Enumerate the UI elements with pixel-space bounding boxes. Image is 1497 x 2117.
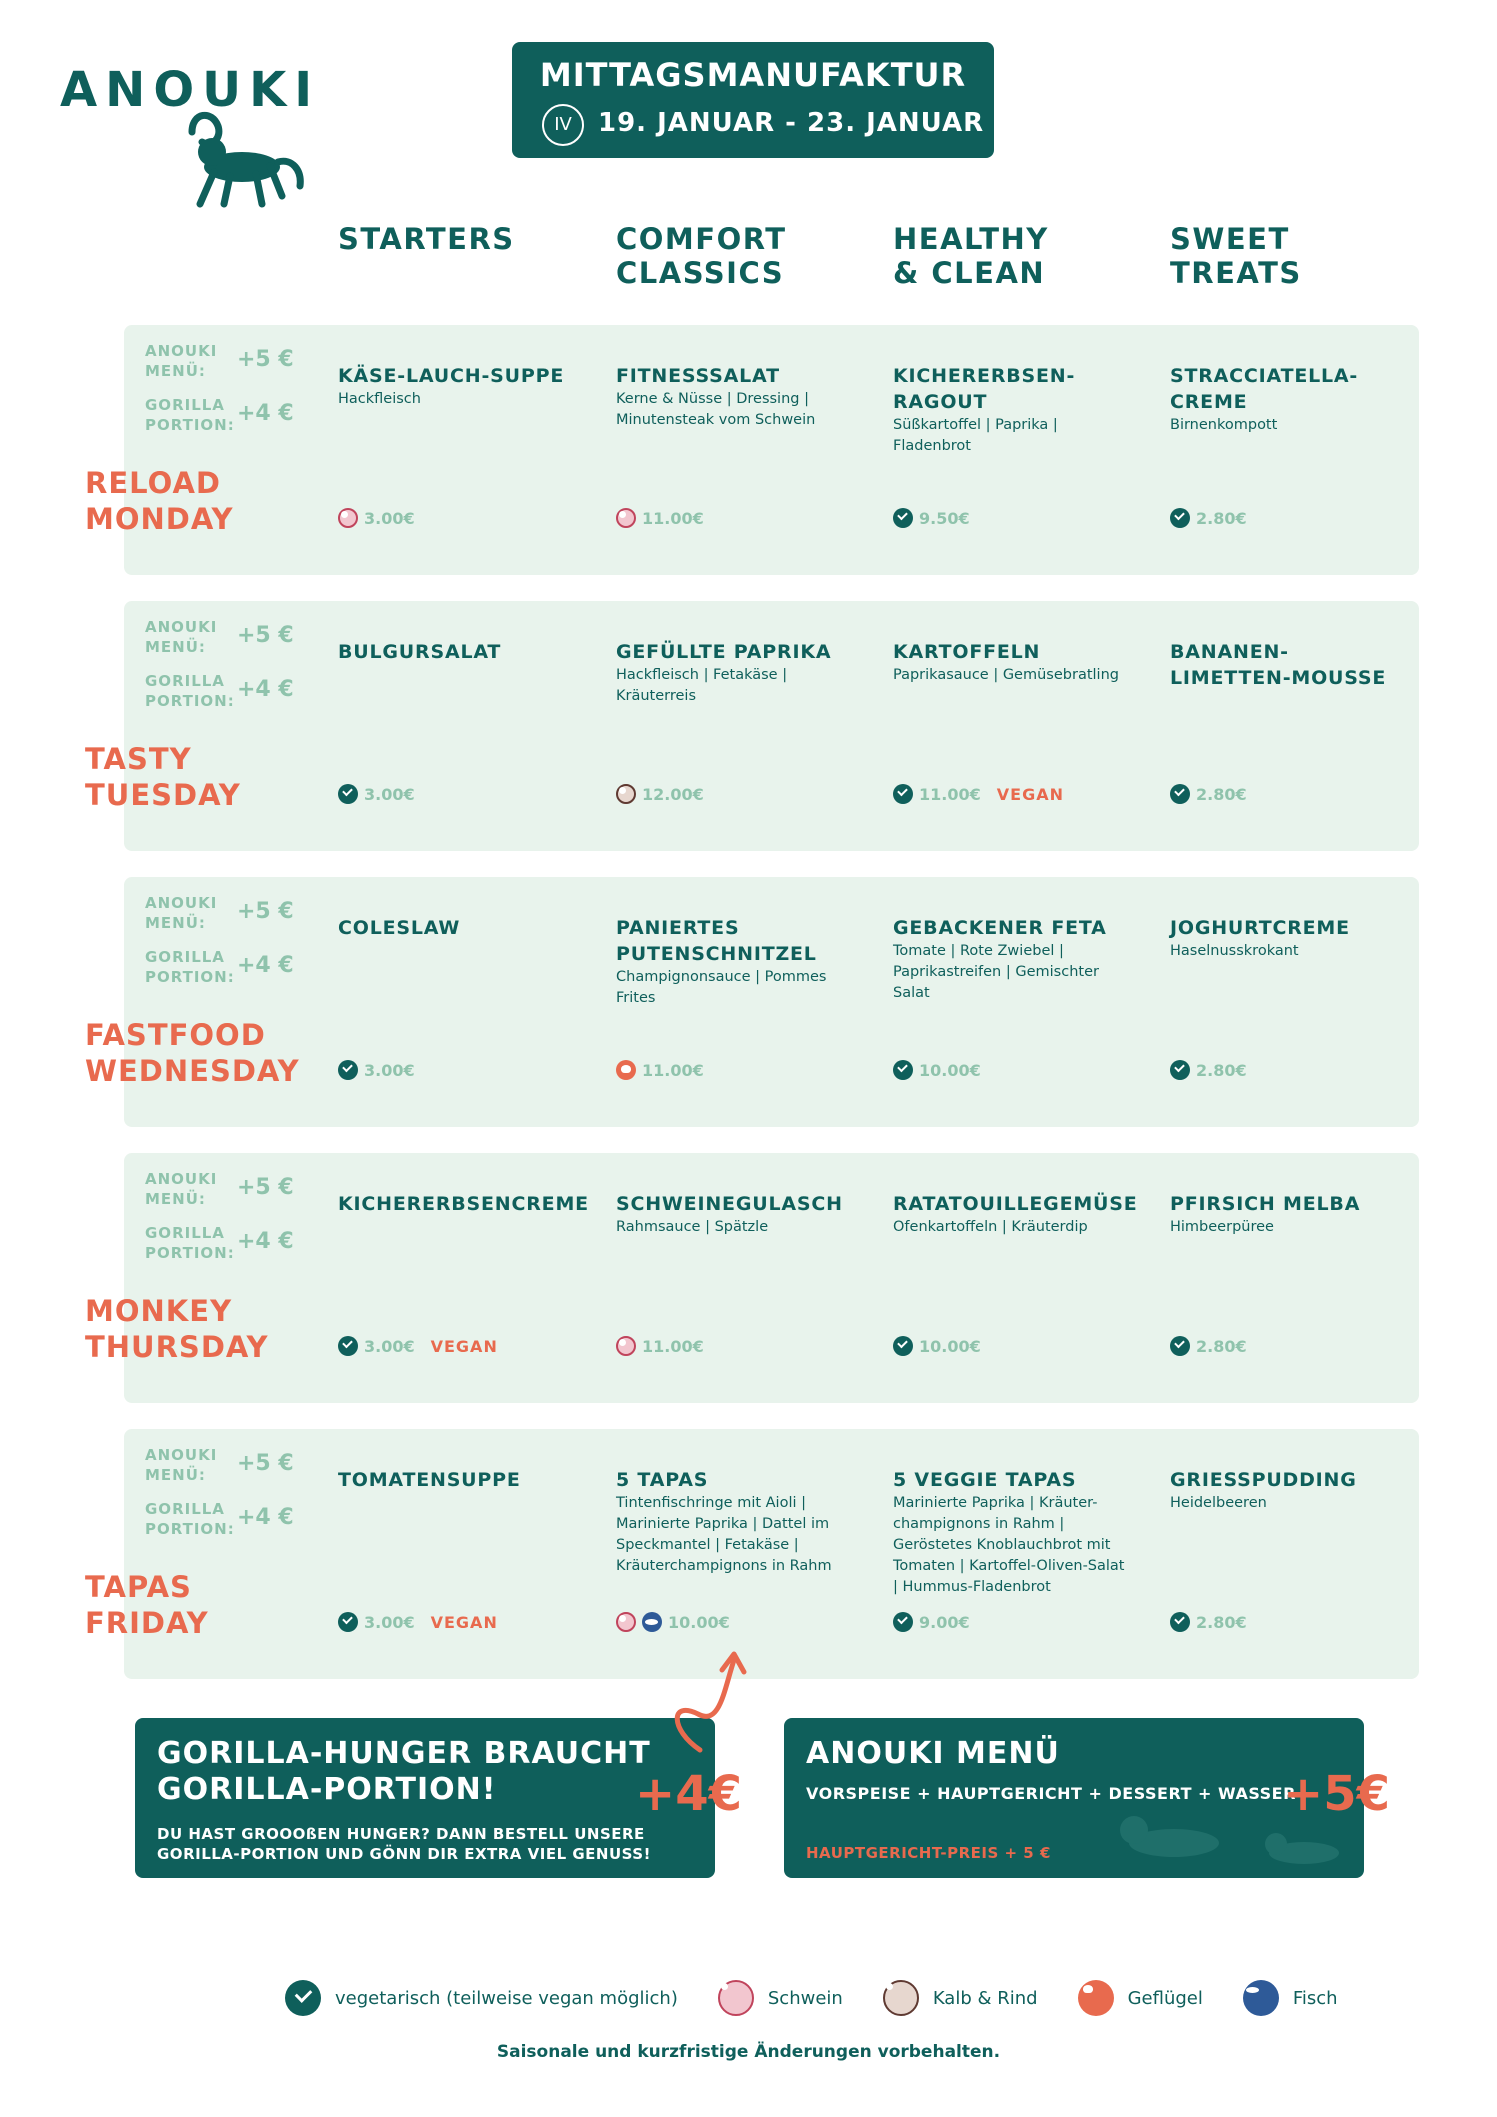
menu-addon	[145, 617, 295, 656]
dish-price: 10.00€	[919, 1336, 981, 1356]
column-header-comfort-classics: COMFORT CLASSICS	[616, 222, 787, 290]
menu-addon-price: +5 €	[237, 1175, 294, 1200]
day-name: RELOAD MONDAY	[85, 466, 234, 536]
footnote: Saisonale und kurzfristige Änderungen vorbehalten.	[496, 2042, 1001, 2062]
dish-name: PANIERTES PUTENSCHNITZEL	[616, 917, 817, 965]
vegetarian-icon	[338, 1336, 358, 1356]
price-row	[1170, 507, 1247, 529]
beef-icon	[616, 784, 636, 804]
dish-price: 10.00€	[668, 1612, 730, 1632]
menu-promo-subtitle: VORSPEISE + HAUPTGERICHT + DESSERT + WASSER	[806, 1784, 1296, 1803]
gorilla-portion-promo	[135, 1718, 715, 1878]
monkey-logo-icon	[152, 92, 312, 212]
price-row	[893, 783, 1064, 805]
pork-icon	[718, 1980, 754, 2016]
vegetarian-icon	[338, 1612, 358, 1632]
menu-addon-label: ANOUKI MENÜ:	[145, 342, 218, 380]
dish-price: 12.00€	[642, 784, 704, 804]
dish-description: Paprikasauce | Gemüsebratling	[893, 667, 1119, 683]
gorilla-addon-label: GORILLA PORTION:	[145, 672, 235, 710]
menu-addon-price: +5 €	[237, 899, 294, 924]
gorilla-addon-price: +4 €	[237, 1229, 294, 1254]
dish-card	[616, 915, 851, 1009]
vegetarian-icon	[893, 508, 913, 528]
vegetarian-icon	[893, 1060, 913, 1080]
vegetarian-icon	[338, 1060, 358, 1080]
gorilla-addon-price: +4 €	[237, 1505, 294, 1530]
column-header-starters: STARTERS	[338, 222, 515, 256]
dish-name: 5 TAPAS	[616, 1469, 709, 1491]
dish-description: Champignonsauce | Pommes Frites	[616, 969, 827, 1006]
price-row	[1170, 1611, 1247, 1633]
dish-price: 2.80€	[1196, 1060, 1247, 1080]
menu-addon	[145, 1169, 295, 1208]
dish-name: KICHERERBSENCREME	[338, 1193, 589, 1215]
menu-promo-title: ANOUKI MENÜ	[806, 1736, 1060, 1771]
dish-price: 9.00€	[919, 1612, 970, 1632]
dish-price: 11.00€	[919, 784, 981, 804]
dish-name: COLESLAW	[338, 917, 461, 939]
vegan-tag: VEGAN	[996, 784, 1064, 804]
dish-name: SCHWEINEGULASCH	[616, 1193, 843, 1215]
dish-name: BULGURSALAT	[338, 641, 502, 663]
gorilla-addon-label: GORILLA PORTION:	[145, 948, 235, 986]
price-row	[616, 1059, 704, 1081]
dish-card	[1170, 915, 1405, 962]
dish-price: 2.80€	[1196, 508, 1247, 528]
gorilla-addon-price: +4 €	[237, 401, 294, 426]
gorilla-promo-text: DU HAST GROOOßEN HUNGER? DANN BESTELL UNSERE GORILLA-PORTION UND GÖNN DIR EXTRA VIEL GENUSS!	[157, 1825, 651, 1863]
column-header-sweet-treats: SWEET TREATS	[1170, 222, 1302, 290]
vegetarian-icon	[285, 1980, 321, 2016]
day-name: FASTFOOD WEDNESDAY	[85, 1018, 300, 1088]
price-row	[338, 507, 415, 529]
menu-promo-price: +5€	[1283, 1766, 1391, 1822]
price-row	[893, 1611, 970, 1633]
dish-name: STRACCIATELLA- CREME	[1170, 365, 1359, 413]
vegetarian-icon	[1170, 1060, 1190, 1080]
dish-description: Himbeerpüree	[1170, 1219, 1274, 1235]
dish-card	[1170, 1191, 1405, 1238]
vegetarian-icon	[1170, 1612, 1190, 1632]
legend-label: Schwein	[767, 1987, 843, 2009]
header-dates: 19. JANUAR - 23. JANUAR	[598, 108, 985, 138]
legend-label: Fisch	[1292, 1987, 1338, 2009]
gorilla-addon-label: GORILLA PORTION:	[145, 1500, 235, 1538]
dish-card	[893, 1467, 1128, 1598]
legend-item	[1243, 1980, 1338, 2016]
menu-addon-price: +5 €	[237, 1451, 294, 1476]
gorilla-addon	[145, 947, 295, 986]
dish-card	[338, 639, 573, 665]
price-row	[338, 783, 415, 805]
dish-name: RATATOUILLEGEMÜSE	[893, 1193, 1138, 1215]
dish-name: KICHERERBSEN- RAGOUT	[893, 365, 1076, 413]
dish-price: 9.50€	[919, 508, 970, 528]
menu-addon-label: ANOUKI MENÜ:	[145, 894, 218, 932]
vegetarian-icon	[1170, 1336, 1190, 1356]
menu-addon-label: ANOUKI MENÜ:	[145, 1170, 218, 1208]
price-row	[893, 1059, 981, 1081]
dish-name: 5 VEGGIE TAPAS	[893, 1469, 1077, 1491]
dish-card	[616, 1191, 851, 1238]
dish-card	[1170, 1467, 1405, 1514]
dish-description: Ofenkartoffeln | Kräuterdip	[893, 1219, 1088, 1235]
vegetarian-icon	[893, 1336, 913, 1356]
dish-description: Rahmsauce | Spätzle	[616, 1219, 769, 1235]
dish-card	[338, 915, 573, 941]
menu-addon-price: +5 €	[237, 623, 294, 648]
vegetarian-icon	[338, 784, 358, 804]
dish-name: GEBACKENER FETA	[893, 917, 1107, 939]
gorilla-addon	[145, 1499, 295, 1538]
dish-card	[616, 363, 851, 431]
legend-item	[285, 1980, 678, 2016]
dish-description: Marinierte Paprika | Kräuter-champignons in Rahm | Geröstetes Knoblauchbrot mit Tomaten | Kartoffel-Oliven-Salat | Hummus-Fladenbrot	[893, 1495, 1125, 1595]
dish-price: 3.00€	[364, 1336, 415, 1356]
price-row	[338, 1611, 498, 1633]
vegetarian-icon	[893, 784, 913, 804]
menu-addon	[145, 893, 295, 932]
dish-name: JOGHURTCREME	[1170, 917, 1350, 939]
menu-addon-price: +5 €	[237, 347, 294, 372]
vegetarian-icon	[893, 1612, 913, 1632]
vegan-tag: VEGAN	[430, 1336, 498, 1356]
dish-name: GEFÜLLTE PAPRIKA	[616, 641, 832, 663]
dish-description: Hackfleisch	[338, 391, 421, 407]
vegetarian-icon	[1170, 784, 1190, 804]
dish-card	[338, 1191, 589, 1217]
dish-price: 11.00€	[642, 1336, 704, 1356]
dish-name: GRIESSPUDDING	[1170, 1469, 1357, 1491]
day-name: MONKEY THURSDAY	[85, 1294, 269, 1364]
beef-icon	[883, 1980, 919, 2016]
price-row	[616, 783, 704, 805]
dish-name: TOMATENSUPPE	[338, 1469, 521, 1491]
legend-item	[718, 1980, 843, 2016]
week-header	[512, 42, 994, 158]
dish-description: Heidelbeeren	[1170, 1495, 1267, 1511]
gorilla-promo-price: +4€	[635, 1766, 743, 1822]
vegetarian-icon	[1170, 508, 1190, 528]
price-row	[1170, 1059, 1247, 1081]
dish-description: Kerne & Nüsse | Dressing | Minutensteak vom Schwein	[616, 391, 816, 428]
dish-price: 2.80€	[1196, 784, 1247, 804]
pork-icon	[616, 508, 636, 528]
dish-name: FITNESSSALAT	[616, 365, 780, 387]
dish-name: KÄSE-LAUCH-SUPPE	[338, 365, 565, 387]
gorilla-addon	[145, 1223, 295, 1262]
dish-card	[338, 1467, 573, 1493]
fish-icon	[642, 1612, 662, 1632]
dish-price: 3.00€	[364, 1612, 415, 1632]
poultry-icon	[616, 1060, 636, 1080]
price-row	[616, 1611, 730, 1633]
dish-price: 3.00€	[364, 1060, 415, 1080]
price-row	[616, 1335, 704, 1357]
dish-card	[338, 363, 573, 410]
anouki-menu-promo	[784, 1718, 1364, 1878]
dish-card	[1170, 363, 1405, 436]
price-row	[616, 507, 704, 529]
arrow-icon	[650, 1640, 760, 1760]
dish-description: Haselnusskrokant	[1170, 943, 1299, 959]
menu-addon-label: ANOUKI MENÜ:	[145, 618, 218, 656]
gorilla-addon-label: GORILLA PORTION:	[145, 396, 235, 434]
dish-price: 3.00€	[364, 508, 415, 528]
fish-icon	[1243, 1980, 1279, 2016]
dish-description: Süßkartoffel | Paprika | Fladenbrot	[893, 417, 1058, 454]
dish-card	[893, 1191, 1138, 1238]
dish-card	[616, 639, 851, 707]
pork-icon	[616, 1336, 636, 1356]
dish-name: KARTOFFELN	[893, 641, 1041, 663]
legend-label: Geflügel	[1127, 1987, 1203, 2009]
legend-label: Kalb & Rind	[932, 1987, 1038, 2009]
dish-card	[616, 1467, 851, 1577]
menu-addon	[145, 1445, 295, 1484]
vegan-tag: VEGAN	[430, 1612, 498, 1632]
gorilla-promo-title: GORILLA-HUNGER BRAUCHT GORILLA-PORTION!	[157, 1736, 651, 1807]
price-row	[893, 1335, 981, 1357]
legend-item	[883, 1980, 1038, 2016]
dish-card	[1170, 639, 1405, 691]
price-row	[338, 1059, 415, 1081]
header-title: MITTAGSMANUFAKTUR	[539, 56, 967, 94]
dish-price: 2.80€	[1196, 1336, 1247, 1356]
column-header-healthy-clean: HEALTHY & CLEAN	[893, 222, 1049, 290]
day-name: TAPAS FRIDAY	[85, 1570, 209, 1640]
day-name: TASTY TUESDAY	[85, 742, 241, 812]
dish-description: Tintenfischringe mit Aioli | Marinierte Paprika | Dattel im Speckmantel | Fetakäse | Kräuterchampignons in Rahm	[616, 1495, 832, 1574]
dish-card	[893, 363, 1128, 457]
dish-price: 10.00€	[919, 1060, 981, 1080]
menu-promo-note: HAUPTGERICHT-PREIS + 5 €	[806, 1844, 1051, 1862]
dish-description: Birnenkompott	[1170, 417, 1278, 433]
gorilla-addon-label: GORILLA PORTION:	[145, 1224, 235, 1262]
pork-icon	[338, 508, 358, 528]
legend-label: vegetarisch (teilweise vegan möglich)	[335, 1987, 678, 2009]
poultry-icon	[1078, 1980, 1114, 2016]
dish-price: 2.80€	[1196, 1612, 1247, 1632]
dish-description: Tomate | Rote Zwiebel | Paprikastreifen | Gemischter Salat	[893, 943, 1099, 1001]
dish-name: PFIRSICH MELBA	[1170, 1193, 1361, 1215]
week-number-badge: IV	[542, 104, 584, 146]
legend	[285, 1980, 1378, 2016]
gorilla-addon-price: +4 €	[237, 677, 294, 702]
price-row	[338, 1335, 498, 1357]
menu-addon-label: ANOUKI MENÜ:	[145, 1446, 218, 1484]
dish-description: Hackfleisch | Fetakäse | Kräuterreis	[616, 667, 788, 704]
anouki-logo	[60, 62, 321, 202]
dish-price: 11.00€	[642, 1060, 704, 1080]
dish-card	[893, 915, 1128, 1004]
dish-card	[893, 639, 1128, 686]
price-row	[893, 507, 970, 529]
pork-icon	[616, 1612, 636, 1632]
dish-name: BANANEN- LIMETTEN-MOUSSE	[1170, 641, 1387, 689]
gorilla-addon	[145, 395, 295, 434]
gorilla-addon	[145, 671, 295, 710]
legend-item	[1078, 1980, 1203, 2016]
dish-price: 11.00€	[642, 508, 704, 528]
dish-price: 3.00€	[364, 784, 415, 804]
price-row	[1170, 1335, 1247, 1357]
price-row	[1170, 783, 1247, 805]
menu-addon	[145, 341, 295, 380]
logo-wordmark: ANOUKI	[60, 62, 321, 118]
gorilla-addon-price: +4 €	[237, 953, 294, 978]
